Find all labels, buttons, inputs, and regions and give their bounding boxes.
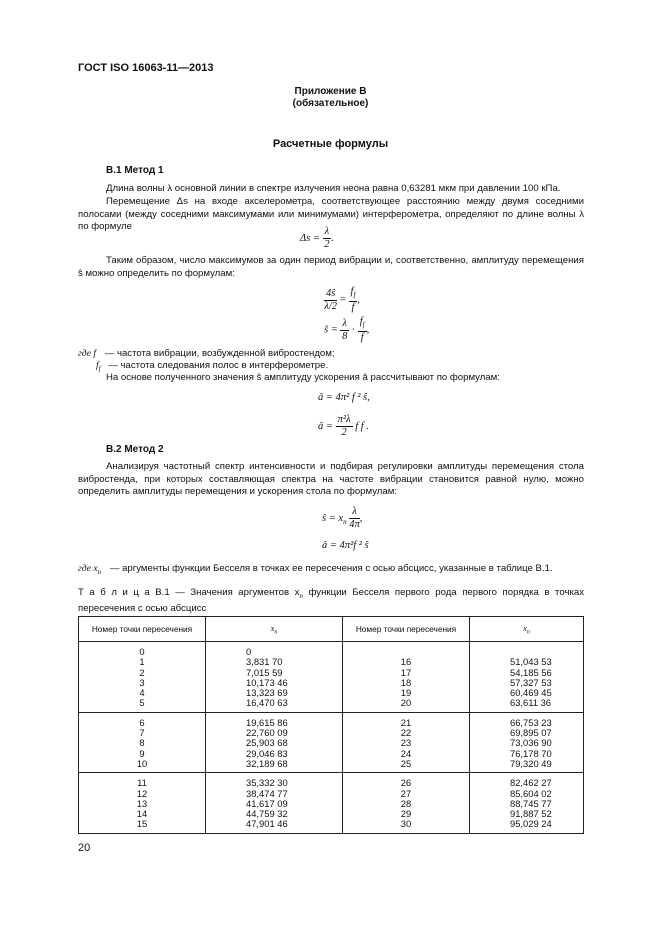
table-cell-value: 6 [139, 716, 145, 728]
table-cell-value: 8 [139, 737, 145, 749]
document-header: ГОСТ ISO 16063-11—2013 [78, 62, 214, 74]
annex-status: (обязательное) [292, 98, 369, 109]
table-cell-value: 85,604 02 [510, 787, 552, 799]
table-cell-value: 25,903 68 [246, 737, 288, 749]
formula-delta-s: Δs = $\frac{\lambda}{2}$ . [300, 226, 334, 250]
table-cell-value: 79,320 49 [510, 757, 552, 769]
table-cell-value: 47,901 46 [246, 818, 288, 830]
table-row [79, 712, 584, 772]
table-cell [470, 773, 584, 833]
table-cell-value: 0 [246, 646, 252, 657]
table-cell-value: 14 [136, 808, 148, 820]
table-cell-value: 29 [400, 808, 412, 820]
table-cell-value: 29,046 83 [246, 747, 288, 759]
table-cell-value: 17 [400, 666, 412, 678]
table-cell-value: 13 [136, 797, 148, 809]
paragraph-wavelength: Длина волны λ основной линии в спектре излучения неона равна 0,63281 мкм при давлении 100 кПа. [106, 183, 561, 194]
table-cell [470, 712, 584, 772]
paragraph-max-count: Таким образом, число максимумов за один период вибрации и, соответственно, амплитуду перемещения ŝ можно определить по формулам: [78, 255, 584, 279]
annex-title: Приложение В [294, 86, 367, 97]
header-point-number-2: Номер точки пересечения [343, 617, 470, 642]
table-cell-value: 26 [400, 777, 412, 789]
table-cell [79, 712, 206, 772]
formula-s-hat-bessel: ŝ = $x_n$ $\frac{\lambda}{4\pi}$ , [322, 506, 363, 530]
table-cell-value: 19,615 86 [246, 716, 288, 728]
bessel-table [78, 616, 584, 834]
definition-xn: где $x_n$ — аргументы функции Бесселя в точках ее пересечения с осью абсцисс, указанные в таблице В.1. [78, 563, 553, 576]
table-cell-value: 44,759 32 [246, 808, 288, 820]
table-cell [343, 642, 470, 713]
table-cell-value: 41,617 09 [246, 797, 288, 809]
table-cell-value: 91,887 52 [510, 808, 552, 820]
subsection-heading-b1: В.1 Метод 1 [106, 165, 164, 176]
paragraph-displacement: Перемещение Δs на входе акселерометра, соответствующее расстоянию между двумя соседними полосами (между соседними максимумами или минимумами) интерферометра, определяют по длине волны λ по формуле [78, 196, 584, 233]
table-cell-value: 7,015 59 [246, 666, 283, 678]
table-caption: Т а б л и ц а В.1 — Значения аргументов $x_n$ функции Бесселя первого рода первого порядка в точках пересечения с осью абсцисс [78, 587, 584, 614]
table-row [79, 642, 584, 713]
table-cell-value: 19 [400, 687, 412, 699]
table-cell-value: 4 [139, 687, 145, 699]
table-cell-value: 22 [400, 727, 412, 739]
table-cell [470, 642, 584, 713]
table-cell-value: 2 [139, 666, 145, 678]
table-cell-value: 22,760 09 [246, 727, 288, 739]
table-cell-value: 18 [400, 676, 412, 688]
table-cell [79, 642, 206, 713]
table-cell-value: 88,745 77 [510, 797, 552, 809]
header-xn-1: $x_n$ [206, 617, 343, 642]
section-title: Расчетные формулы [272, 138, 389, 150]
table-cell-value: 51,043 53 [510, 656, 552, 668]
table-cell-value: 15 [136, 818, 148, 830]
definition-f: где f — частота вибрации, возбужденной вибростендом; [78, 348, 335, 359]
table-cell [206, 642, 343, 713]
table-cell [343, 773, 470, 833]
table-cell-value: 3,831 70 [246, 656, 283, 668]
table-cell-value: 69,895 07 [510, 727, 552, 739]
paragraph-acceleration: На основе полученного значения ŝ амплитуду ускорения â рассчитывают по формулам: [106, 372, 500, 383]
table-cell-value: 12 [136, 787, 148, 799]
table-cell-value: 63,611 36 [510, 697, 552, 709]
page-number: 20 [78, 842, 91, 854]
table-cell-value: 66,753 23 [510, 716, 552, 728]
subsection-heading-b2: В.2 Метод 2 [106, 444, 164, 455]
paragraph-method2: Анализируя частотный спектр интенсивности и подбирая регулировки амплитуды перемещения стола вибростенда, при которых составляющая спектра на частоте вибрации становится равной нулю, можно определить амплитуды перемещения и ускорения стола по формулам: [78, 461, 584, 498]
table-cell-value: 5 [139, 697, 145, 709]
header-xn-2: $x_n$ [470, 617, 584, 642]
table-cell-value: 9 [139, 747, 145, 759]
table-cell-value: 7 [139, 727, 145, 739]
formula-a-hat-2: â = $\frac{\text{π²λ}}{2}$ f f . [318, 414, 369, 438]
table-cell [79, 773, 206, 833]
formula-ratio: $\frac{4ŝ}{\lambda/2}$ = $\frac{f_f}{f}$ , [324, 286, 361, 314]
table-cell-value: 27 [400, 787, 412, 799]
table-cell-value: 32,189 68 [246, 757, 288, 769]
table-cell-value: 10 [136, 757, 148, 769]
table-cell-value: 11 [137, 777, 147, 789]
formula-a-hat-bessel: â = 4π²f ² ŝ [322, 540, 369, 551]
table-cell [206, 712, 343, 772]
formula-s-hat: ŝ = $\frac{\lambda}{8}$ · $\frac{f_f}{f}$ , [324, 316, 370, 344]
table-row [79, 773, 584, 833]
table-cell [343, 712, 470, 772]
table-cell-value: 16 [400, 656, 412, 668]
table-cell-value: 57,327 53 [510, 676, 552, 688]
table-cell-value: 1 [139, 656, 145, 668]
formula-a-hat-1: â = 4π² f ² ŝ, [318, 392, 370, 403]
table-cell-value: 54,185 56 [510, 666, 552, 678]
table-cell-value: 16,470 63 [246, 697, 288, 709]
table-cell-value: 73,036 90 [510, 737, 552, 749]
table-cell-value: 23 [400, 737, 412, 749]
table-cell-value: 82,462 27 [510, 777, 552, 789]
table-cell-value: 35,332 30 [246, 777, 288, 789]
table-cell-value: 38,474 77 [246, 787, 288, 799]
table-cell-value: 60,469 45 [510, 687, 552, 699]
table-cell-value: 3 [139, 676, 145, 688]
header-point-number-1: Номер точки пересечения [79, 617, 206, 642]
table-header-row [79, 617, 584, 642]
table-cell-value: 21 [400, 716, 412, 728]
table-cell-value: 24 [400, 747, 412, 759]
table-cell-value: 30 [400, 818, 412, 830]
table-cell-value: 95,029 24 [510, 818, 552, 830]
table-cell-value: 25 [400, 757, 412, 769]
table-cell-value: 20 [400, 697, 412, 709]
table-cell-value: 10,173 46 [246, 676, 288, 688]
table-cell [206, 773, 343, 833]
definition-ff: $f_f$ — частота следования полос в интерферометре. [96, 360, 329, 373]
table-cell-value: 0 [139, 646, 145, 657]
table-cell-value: 76,178 70 [510, 747, 552, 759]
table-cell-value: 28 [400, 797, 412, 809]
table-cell-value: 13,323 69 [246, 687, 288, 699]
